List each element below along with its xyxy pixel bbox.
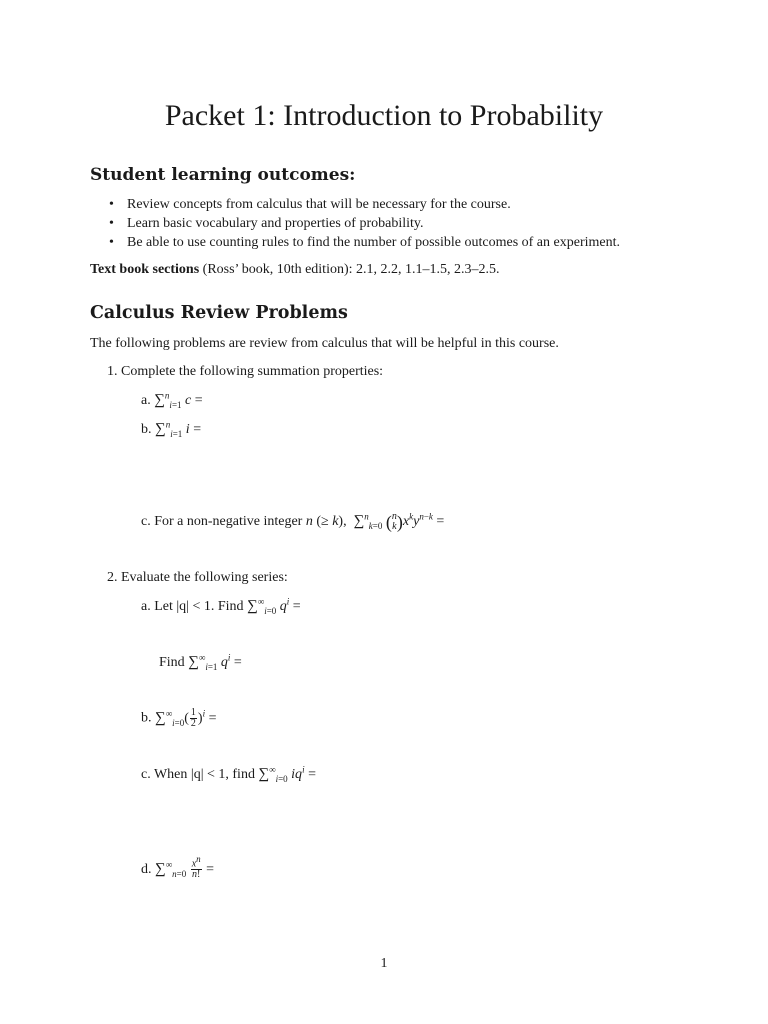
- textbook-detail: (Ross’ book, 10th edition): 2.1, 2.2, 1.1–1.5, 2.3–2.5.: [202, 262, 500, 277]
- geometric-sum-0-formula: $\sum^\infty_{i=0}$ $q^i$ =: [247, 596, 301, 616]
- problem-1: [107, 363, 383, 381]
- problem-2-text: Evaluate the following series:: [121, 570, 288, 585]
- exponential-series-formula: $\sum^\infty_{n=0}$ $\frac{x^n}{n!}$ =: [155, 854, 215, 881]
- problem-2a-text: Let |q| < 1. Find: [154, 599, 244, 614]
- problem-2a-part2: [159, 653, 242, 672]
- textbook-label: Text book sections: [90, 262, 200, 277]
- problem-2a: [141, 597, 301, 616]
- problem-1c: [141, 512, 444, 532]
- half-power-sum-formula: $\sum^\infty_{i=0}$( $\frac{1}{2}$ )$^i$ =: [155, 707, 217, 729]
- problem-1b: [141, 420, 201, 439]
- problem-1-text: Complete the following summation properties:: [121, 364, 384, 379]
- problem-1-number: 1.: [107, 364, 118, 379]
- sum-i-formula: ∑$^n_{i=1}$ i =: [155, 419, 202, 439]
- outcome-item: • Learn basic vocabulary and properties of probability.: [127, 215, 423, 233]
- sum-c-formula: ∑$^n_{i=1}$ c =: [154, 390, 203, 410]
- problem-2b-label: b.: [141, 710, 152, 726]
- outcome-item: • Be able to use counting rules to find the number of possible outcomes of an experiment.: [127, 234, 620, 252]
- problem-2c: [141, 765, 316, 784]
- problem-2c-text: When |q| < 1, find: [153, 767, 255, 782]
- problem-1c-text: For a non-negative integer: [154, 514, 303, 530]
- calculus-heading: Calculus Review Problems: [90, 303, 348, 323]
- problem-2b: [141, 708, 216, 729]
- textbook-line: [90, 261, 500, 279]
- geometric-sum-1-formula: $\sum^\infty_{i=1}$ $q^i$ =: [188, 652, 242, 672]
- problem-1c-label: c.: [141, 514, 151, 530]
- problem-1b-label: b.: [141, 422, 152, 437]
- problem-2: [107, 569, 288, 587]
- binomial-sum-formula: n (≥ k), ∑$^n_{k=0}$ (n $k)x^ky^{n-k}$ =: [305, 511, 445, 532]
- problem-1a: [141, 391, 203, 410]
- page-title: Packet 1: Introduction to Probability: [164, 99, 604, 132]
- iq-sum-formula: $\sum^\infty_{i=0}$ $iq^i$ =: [258, 764, 316, 784]
- problem-1a-label: a.: [141, 393, 151, 408]
- problem-2-number: 2.: [107, 570, 118, 585]
- outcome-item: • Review concepts from calculus that will be necessary for the course.: [127, 196, 511, 214]
- problem-2d-label: d.: [141, 861, 152, 877]
- outcomes-heading: Student learning outcomes:: [90, 165, 356, 185]
- problem-2c-label: c.: [141, 767, 151, 782]
- problem-2d: [141, 854, 215, 881]
- page-number: 1: [380, 956, 388, 971]
- problem-2a2-text: Find: [159, 655, 185, 670]
- problem-2a-label: a.: [141, 599, 151, 614]
- calculus-intro: The following problems are review from calculus that will be helpful in this course.: [90, 336, 559, 351]
